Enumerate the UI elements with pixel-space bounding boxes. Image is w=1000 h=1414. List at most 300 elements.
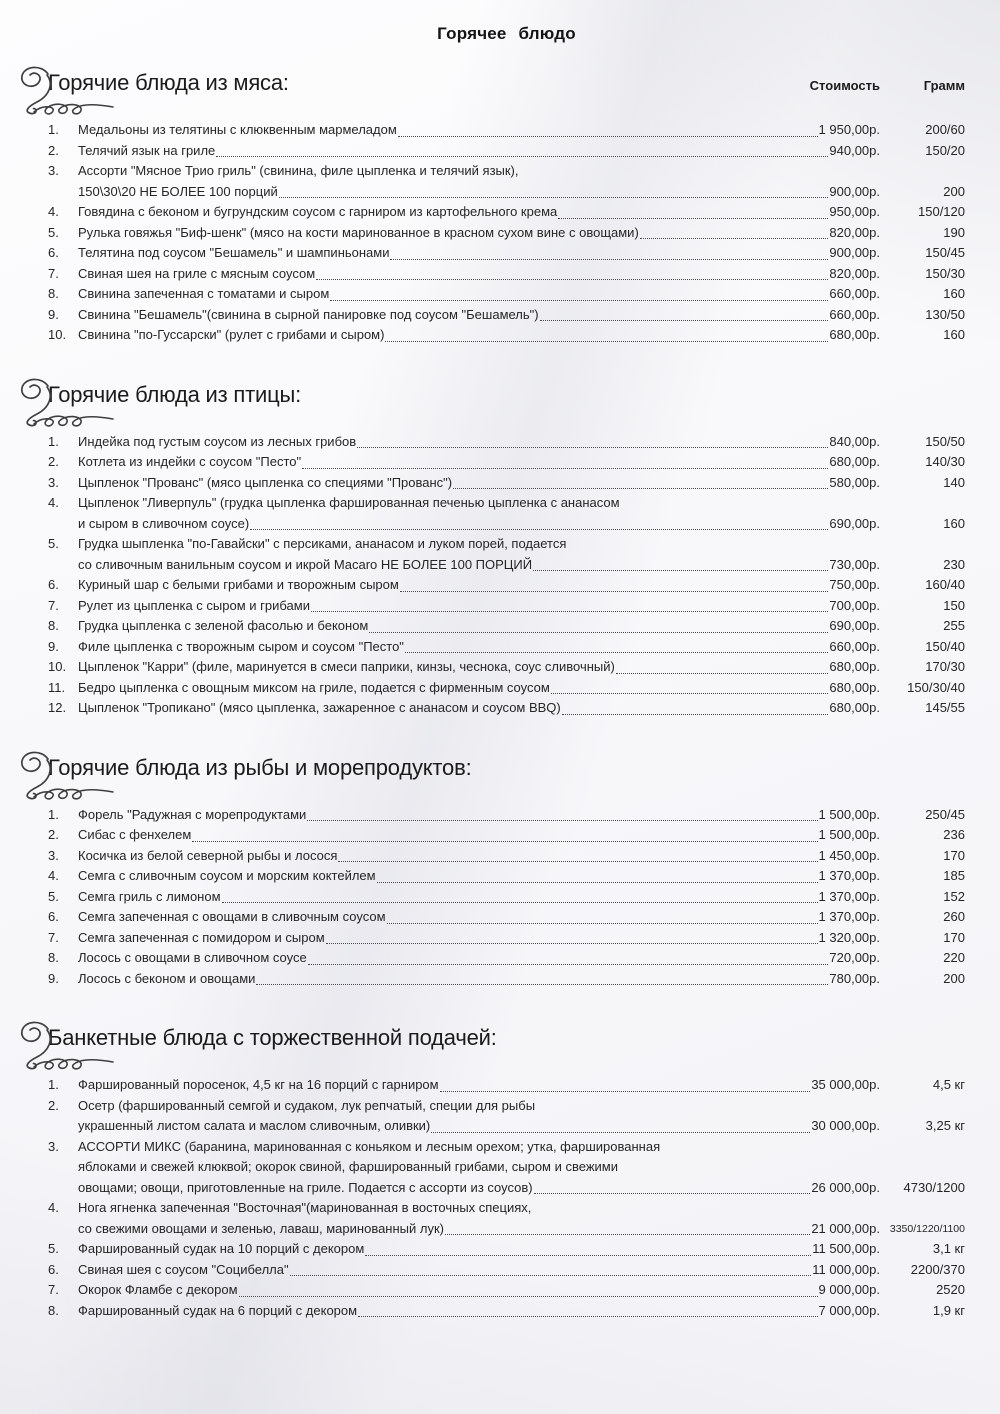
item-price: 35 000,00р. <box>811 1077 880 1092</box>
item-grams-value: 3350/1220/1100 <box>889 1222 965 1235</box>
item-text: со свежими овощами и зеленью, лаваш, маринованный лук) <box>78 1220 444 1236</box>
item-price: 1 320,00р. <box>818 929 880 945</box>
dot-leader <box>440 1091 811 1092</box>
menu-item-line <box>48 1301 965 1322</box>
item-text: Семга запеченная с помидором и сыром <box>78 929 325 945</box>
column-header-grams: Грамм <box>923 78 965 93</box>
item-text: Медальоны из телятины с клюквенным мармеладом <box>78 122 397 137</box>
item-text: Семга запеченная с овощами в сливочным соусом <box>78 909 386 924</box>
dot-leader <box>551 693 829 694</box>
dot-leader <box>616 673 829 674</box>
item-text: Семга с сливочным соусом и морским коктейлем <box>78 868 376 883</box>
item-price: 660,00р. <box>829 306 880 322</box>
item-grams <box>880 969 965 990</box>
item-price: 1 370,00р. <box>818 909 880 924</box>
menu-item-line <box>48 120 965 141</box>
item-text: Ассорти "Мясное Трио гриль" (свинина, филе цыпленка и телячий язык), <box>78 163 519 178</box>
dot-leader <box>239 1296 818 1297</box>
section-title: Банкетные блюда с торжественной подачей: <box>48 1025 497 1050</box>
item-number: 7. <box>48 597 59 613</box>
dot-leader <box>192 841 817 842</box>
item-text: Форель "Радужная с морепродуктами <box>78 806 307 822</box>
item-grams-value: 200 <box>943 183 965 199</box>
item-grams-value: 160 <box>943 327 965 342</box>
item-text: овощами; овощи, приготовленные на гриле. Подается с ассорти из соусов) <box>78 1179 533 1195</box>
item-grams-value: 160 <box>943 286 965 301</box>
menu-item-line <box>48 141 965 162</box>
item-grams <box>880 305 965 326</box>
menu-item-line <box>48 1075 965 1096</box>
menu-item-line <box>48 928 965 949</box>
item-grams <box>880 846 965 867</box>
item-price: 820,00р. <box>829 224 880 240</box>
dot-leader <box>387 923 818 924</box>
item-number: 8. <box>48 1302 59 1318</box>
item-grams-value: 170/30 <box>925 659 965 674</box>
menu-item-line <box>48 596 965 617</box>
item-text: Бедро цыпленка с овощным миксом на гриле, подается с фирменным соусом <box>78 679 550 695</box>
item-grams-value: 1,9 кг <box>932 1302 965 1318</box>
item-grams <box>880 657 965 678</box>
item-number: 5. <box>48 224 59 240</box>
menu-items <box>48 432 965 719</box>
item-grams-value: 2520 <box>936 1282 965 1297</box>
item-grams <box>880 452 965 473</box>
item-grams <box>880 514 965 535</box>
item-price: 680,00р. <box>829 679 880 695</box>
item-price: 1 500,00р. <box>818 827 880 842</box>
item-number: 9. <box>48 970 59 986</box>
item-price: 30 000,00р. <box>811 1118 880 1133</box>
item-text: Лосось с беконом и овощами <box>78 970 256 986</box>
item-number: 1. <box>48 1077 59 1092</box>
menu-item-line <box>48 555 965 576</box>
item-grams-value: 236 <box>943 827 965 842</box>
menu-item-line <box>48 948 965 969</box>
section-header <box>48 382 965 412</box>
item-grams-value: 2200/370 <box>910 1261 965 1277</box>
item-price: 700,00р. <box>829 597 880 613</box>
item-number: 6. <box>48 245 59 260</box>
section-title: Горячие блюда из мяса: <box>48 70 289 95</box>
menu-item-line <box>48 473 965 494</box>
item-price: 11 000,00р. <box>812 1261 880 1277</box>
item-grams <box>880 555 965 576</box>
dot-leader <box>534 1193 811 1194</box>
item-price: 9 000,00р. <box>818 1282 880 1297</box>
dot-leader <box>445 1234 810 1235</box>
menu-item-line <box>48 1239 965 1260</box>
item-grams-value: 185 <box>943 868 965 883</box>
item-grams <box>880 907 965 928</box>
dot-leader <box>216 156 828 157</box>
item-price: 1 370,00р. <box>818 888 880 904</box>
menu-section <box>48 70 965 346</box>
item-price: 1 370,00р. <box>818 868 880 883</box>
item-text: Индейка под густым соусом из лесных грибов <box>78 433 357 449</box>
menu-item-line <box>48 678 965 699</box>
item-price: 940,00р. <box>829 142 880 158</box>
dot-leader <box>369 632 828 633</box>
item-grams <box>880 1178 965 1199</box>
item-number: 9. <box>48 306 59 322</box>
item-grams-value: 150 <box>943 597 965 613</box>
menu-item-line <box>48 161 965 182</box>
item-text: Окорок Фламбе с декором <box>78 1282 238 1297</box>
item-grams-value: 150/45 <box>925 245 965 260</box>
item-number: 4. <box>48 868 59 883</box>
item-grams <box>880 120 965 141</box>
item-grams-value: 145/55 <box>925 700 965 715</box>
item-text: Свиная шея на гриле с мясным соусом <box>78 265 316 281</box>
menu-item-line <box>48 846 965 867</box>
item-number: 6. <box>48 909 59 924</box>
item-grams <box>880 202 965 223</box>
item-grams-value: 150/20 <box>925 142 965 158</box>
item-grams-value: 150/40 <box>925 638 965 654</box>
item-text: Фаршированный поросенок, 4,5 кг на 16 порций с гарниром <box>78 1077 439 1092</box>
item-grams <box>880 223 965 244</box>
menu-section <box>48 755 965 990</box>
item-grams <box>880 1116 965 1137</box>
item-grams-value: 190 <box>943 224 965 240</box>
menu-items <box>48 120 965 346</box>
dot-leader <box>398 136 818 137</box>
item-number: 7. <box>48 929 59 945</box>
item-text: Фаршированный судак на 10 порций с декором <box>78 1241 365 1256</box>
menu-item-line <box>48 805 965 826</box>
menu-item-line <box>48 1096 965 1117</box>
dot-leader <box>640 238 829 239</box>
menu-item-line <box>48 223 965 244</box>
section-title: Горячие блюда из птицы: <box>48 381 302 407</box>
dot-leader <box>326 943 818 944</box>
dot-leader <box>562 714 829 715</box>
page-title: Горячее блюдо <box>437 24 576 43</box>
item-grams <box>880 1075 965 1096</box>
item-number: 2. <box>48 454 59 469</box>
item-grams <box>880 887 965 908</box>
item-grams-value: 152 <box>943 888 965 904</box>
item-price: 950,00р. <box>829 204 880 219</box>
item-text: Лосось с овощами в сливочном соусе <box>78 950 307 965</box>
item-price: 780,00р. <box>829 970 880 986</box>
item-text: Цыпленок "Тропикано" (мясо цыпленка, зажаренное с ананасом и соусом BBQ) <box>78 700 561 715</box>
item-grams <box>880 948 965 969</box>
dot-leader <box>453 488 828 489</box>
item-number: 12. <box>48 700 67 715</box>
item-price: 750,00р. <box>829 577 880 592</box>
item-number: 5. <box>48 536 59 551</box>
menu-items <box>48 805 965 990</box>
item-grams <box>880 825 965 846</box>
dot-leader <box>558 218 828 219</box>
item-text: Свинина "по-Гуссарски" (рулет с грибами и сыром) <box>78 327 385 342</box>
item-grams-value: 150/30 <box>925 265 965 281</box>
dot-leader <box>385 341 828 342</box>
item-grams <box>880 1280 965 1301</box>
section-title: Горячие блюда из рыбы и морепродуктов: <box>48 754 472 780</box>
item-grams <box>880 678 965 699</box>
item-grams-value: 140/30 <box>925 454 965 469</box>
menu-item-line <box>48 1219 965 1240</box>
item-number: 2. <box>48 827 59 842</box>
item-price: 1 500,00р. <box>818 806 880 822</box>
item-grams-value: 200 <box>943 970 965 986</box>
menu-item-line <box>48 452 965 473</box>
item-price: 580,00р. <box>829 474 880 490</box>
item-text: со сливочным ванильным соусом и икрой Macaro НЕ БОЛЕЕ 100 ПОРЦИЙ <box>78 556 533 572</box>
item-grams-value: 150/120 <box>918 204 965 219</box>
item-grams-value: 4730/1200 <box>903 1179 965 1195</box>
dot-leader <box>250 529 828 530</box>
item-price: 7 000,00р. <box>818 1302 880 1318</box>
column-header-price: Стоимость <box>809 78 880 93</box>
item-price: 660,00р. <box>829 638 880 654</box>
item-grams <box>880 698 965 719</box>
item-grams-value: 160 <box>943 515 965 531</box>
item-price: 1 450,00р. <box>818 847 880 863</box>
item-text: Рулет из цыпленка с сыром и грибами <box>78 597 310 613</box>
item-number: 7. <box>48 1282 59 1297</box>
item-number: 4. <box>48 1200 59 1215</box>
dot-leader <box>279 197 829 198</box>
item-text: Говядина с беконом и бугрундским соусом с гарниром из картофельного крема <box>78 204 558 219</box>
item-price: 840,00р. <box>829 433 880 449</box>
item-grams <box>880 473 965 494</box>
item-price: 1 950,00р. <box>818 122 880 137</box>
item-text: украшенный листом салата и маслом сливочным, оливки) <box>78 1118 431 1133</box>
menu-item-line <box>48 1157 965 1178</box>
dot-leader <box>311 611 828 612</box>
menu-sections <box>48 70 965 1321</box>
dot-leader <box>307 820 817 821</box>
menu-items <box>48 1075 965 1321</box>
menu-item-line <box>48 305 965 326</box>
dot-leader <box>222 902 818 903</box>
item-number: 10. <box>48 659 67 674</box>
dot-leader <box>431 1132 810 1133</box>
item-number: 10. <box>48 327 67 342</box>
menu-item-line <box>48 1280 965 1301</box>
menu-item-line <box>48 284 965 305</box>
item-text: 150\30\20 НЕ БОЛЕЕ 100 порций <box>78 183 278 199</box>
dot-leader <box>330 300 828 301</box>
dot-leader <box>533 570 828 571</box>
item-text: Телятина под соусом "Бешамель" и шампиньонами <box>78 245 390 260</box>
item-text: Грудка цыпленка с зеленой фасолью и беконом <box>78 618 369 633</box>
item-number: 7. <box>48 265 59 281</box>
item-grams <box>880 866 965 887</box>
section-header <box>48 1025 965 1055</box>
item-grams-value: 220 <box>943 950 965 965</box>
item-number: 2. <box>48 142 59 158</box>
item-text: Куриный шар с белыми грибами и творожным сыром <box>78 577 399 592</box>
item-grams-value: 160/40 <box>925 577 965 592</box>
item-grams <box>880 264 965 285</box>
item-text: Рулька говяжья "Биф-шенк" (мясо на кости маринованное в красном сухом вине с овощами) <box>78 224 639 240</box>
menu-item-line <box>48 887 965 908</box>
item-text: Телячий язык на гриле <box>78 142 216 158</box>
item-number: 4. <box>48 495 59 510</box>
item-text: Осетр (фаршированный семгой и судаком, лук репчатый, специи для рыбы <box>78 1097 536 1113</box>
menu-item-line <box>48 575 965 596</box>
dot-leader <box>377 882 818 883</box>
section-header <box>48 70 965 100</box>
dot-leader <box>316 279 828 280</box>
dot-leader <box>256 984 828 985</box>
item-price: 21 000,00р. <box>811 1220 880 1236</box>
item-grams <box>880 596 965 617</box>
section-header <box>48 755 965 785</box>
menu-item-line <box>48 243 965 264</box>
menu-item-line <box>48 432 965 453</box>
dot-leader <box>540 320 829 321</box>
item-number: 5. <box>48 888 59 904</box>
item-number: 1. <box>48 122 59 137</box>
item-grams <box>880 325 965 346</box>
item-grams <box>880 284 965 305</box>
item-grams <box>880 243 965 264</box>
menu-item-line <box>48 1198 965 1219</box>
item-grams-value: 250/45 <box>925 806 965 822</box>
item-price: 680,00р. <box>829 700 880 715</box>
item-number: 11. <box>48 679 66 695</box>
item-grams-value: 260 <box>943 909 965 924</box>
item-number: 8. <box>48 950 59 965</box>
menu-item-line <box>48 637 965 658</box>
item-price: 680,00р. <box>829 327 880 342</box>
item-price: 690,00р. <box>829 618 880 633</box>
item-number: 5. <box>48 1241 59 1256</box>
menu-item-line <box>48 1116 965 1137</box>
dot-leader <box>358 1316 817 1317</box>
item-price: 660,00р. <box>829 286 880 301</box>
menu-item-line <box>48 698 965 719</box>
dot-leader <box>390 259 828 260</box>
item-grams-value: 150/50 <box>925 433 965 449</box>
item-number: 6. <box>48 1261 59 1277</box>
dot-leader <box>357 447 828 448</box>
item-grams-value: 3,1 кг <box>932 1241 965 1256</box>
item-number: 6. <box>48 577 59 592</box>
item-price: 820,00р. <box>829 265 880 281</box>
item-text: Фаршированный судак на 6 порций с декором <box>78 1302 358 1318</box>
item-number: 8. <box>48 618 59 633</box>
item-text: и сыром в сливочном соусе) <box>78 515 250 531</box>
item-grams-value: 140 <box>943 474 965 490</box>
menu-section <box>48 1025 965 1321</box>
menu-item-line <box>48 657 965 678</box>
item-text: Цыпленок "Ливерпуль" (грудка цыпленка фаршированная печенью цыпленка с ананасом <box>78 495 620 510</box>
item-text: яблоками и свежей клюквой; окорок свиной, фаршированный грибами, сыром и свежими <box>78 1159 618 1174</box>
item-number: 3. <box>48 847 59 863</box>
item-grams-value: 170 <box>943 847 965 863</box>
item-grams-value: 3,25 кг <box>925 1118 965 1133</box>
menu-item-line <box>48 616 965 637</box>
item-number: 4. <box>48 204 59 219</box>
menu-section <box>48 382 965 719</box>
item-text: Филе цыпленка с творожным сыром и соусом "Песто" <box>78 638 404 654</box>
item-price: 730,00р. <box>829 556 880 572</box>
item-number: 3. <box>48 163 59 178</box>
menu-item-line <box>48 825 965 846</box>
menu-item-line <box>48 202 965 223</box>
menu-item-line <box>48 866 965 887</box>
menu-item-line <box>48 969 965 990</box>
menu-item-line <box>48 182 965 203</box>
dot-leader <box>365 1255 811 1256</box>
item-number: 1. <box>48 433 59 449</box>
item-text: Семга гриль с лимоном <box>78 888 221 904</box>
item-text: Грудка шыпленка "по-Гавайски" с персиками, ананасом и луком порей, подается <box>78 536 567 551</box>
menu-item-line <box>48 1137 965 1158</box>
item-text: Цыпленок "Прованс" (мясо цыпленка со специями "Прованс") <box>78 474 453 490</box>
dot-leader <box>405 652 828 653</box>
item-grams <box>880 432 965 453</box>
menu-item-line <box>48 907 965 928</box>
item-grams <box>880 575 965 596</box>
item-text: Цыпленок "Карри" (филе, маринуется в смеси паприки, кинзы, чеснока, соус сливочный) <box>78 659 615 674</box>
item-number: 2. <box>48 1097 59 1113</box>
item-grams <box>880 1219 965 1240</box>
column-headers <box>785 78 965 93</box>
item-text: Свинина запеченная с томатами и сыром <box>78 286 330 301</box>
item-number: 8. <box>48 286 59 301</box>
item-number: 3. <box>48 474 59 490</box>
item-grams-value: 4,5 кг <box>932 1077 965 1092</box>
item-price: 680,00р. <box>829 454 880 469</box>
menu-item-line <box>48 514 965 535</box>
item-text: Свинина "Бешамель"(свинина в сырной панировке под соусом "Бешамель") <box>78 306 539 322</box>
item-grams-value: 200/60 <box>925 122 965 137</box>
item-grams <box>880 1239 965 1260</box>
item-grams-value: 230 <box>943 556 965 572</box>
item-number: 1. <box>48 806 59 822</box>
item-text: АССОРТИ МИКС (баранина, маринованная с коньяком и лесным орехом; утка, фаршированная <box>78 1138 661 1154</box>
menu-item-line <box>48 325 965 346</box>
dot-leader <box>290 1275 812 1276</box>
dot-leader <box>400 591 829 592</box>
item-text: Котлета из индейки с соусом "Песто" <box>78 454 302 469</box>
item-number: 3. <box>48 1138 59 1154</box>
item-grams <box>880 805 965 826</box>
item-text: Свиная шея с соусом "Социбелла" <box>78 1261 289 1277</box>
item-grams-value: 130/50 <box>925 306 965 322</box>
item-number: 9. <box>48 638 59 654</box>
dot-leader <box>338 861 817 862</box>
dot-leader <box>308 964 829 965</box>
item-price: 900,00р. <box>829 245 880 260</box>
item-grams <box>880 1260 965 1281</box>
item-text: Сибас с фенхелем <box>78 827 192 842</box>
item-text: Нога ягненка запеченная "Восточная"(маринованная в восточных специях, <box>78 1200 532 1215</box>
item-grams <box>880 1301 965 1322</box>
item-text: Косичка из белой северной рыбы и лосося <box>78 847 338 863</box>
item-price: 690,00р. <box>829 515 880 531</box>
item-grams <box>880 141 965 162</box>
item-price: 680,00р. <box>829 659 880 674</box>
menu-item-line <box>48 1178 965 1199</box>
item-price: 26 000,00р. <box>811 1179 880 1195</box>
dot-leader <box>302 468 828 469</box>
item-grams <box>880 182 965 203</box>
menu-item-line <box>48 1260 965 1281</box>
item-grams <box>880 637 965 658</box>
item-grams-value: 255 <box>943 618 965 633</box>
item-grams <box>880 928 965 949</box>
menu-item-line <box>48 264 965 285</box>
